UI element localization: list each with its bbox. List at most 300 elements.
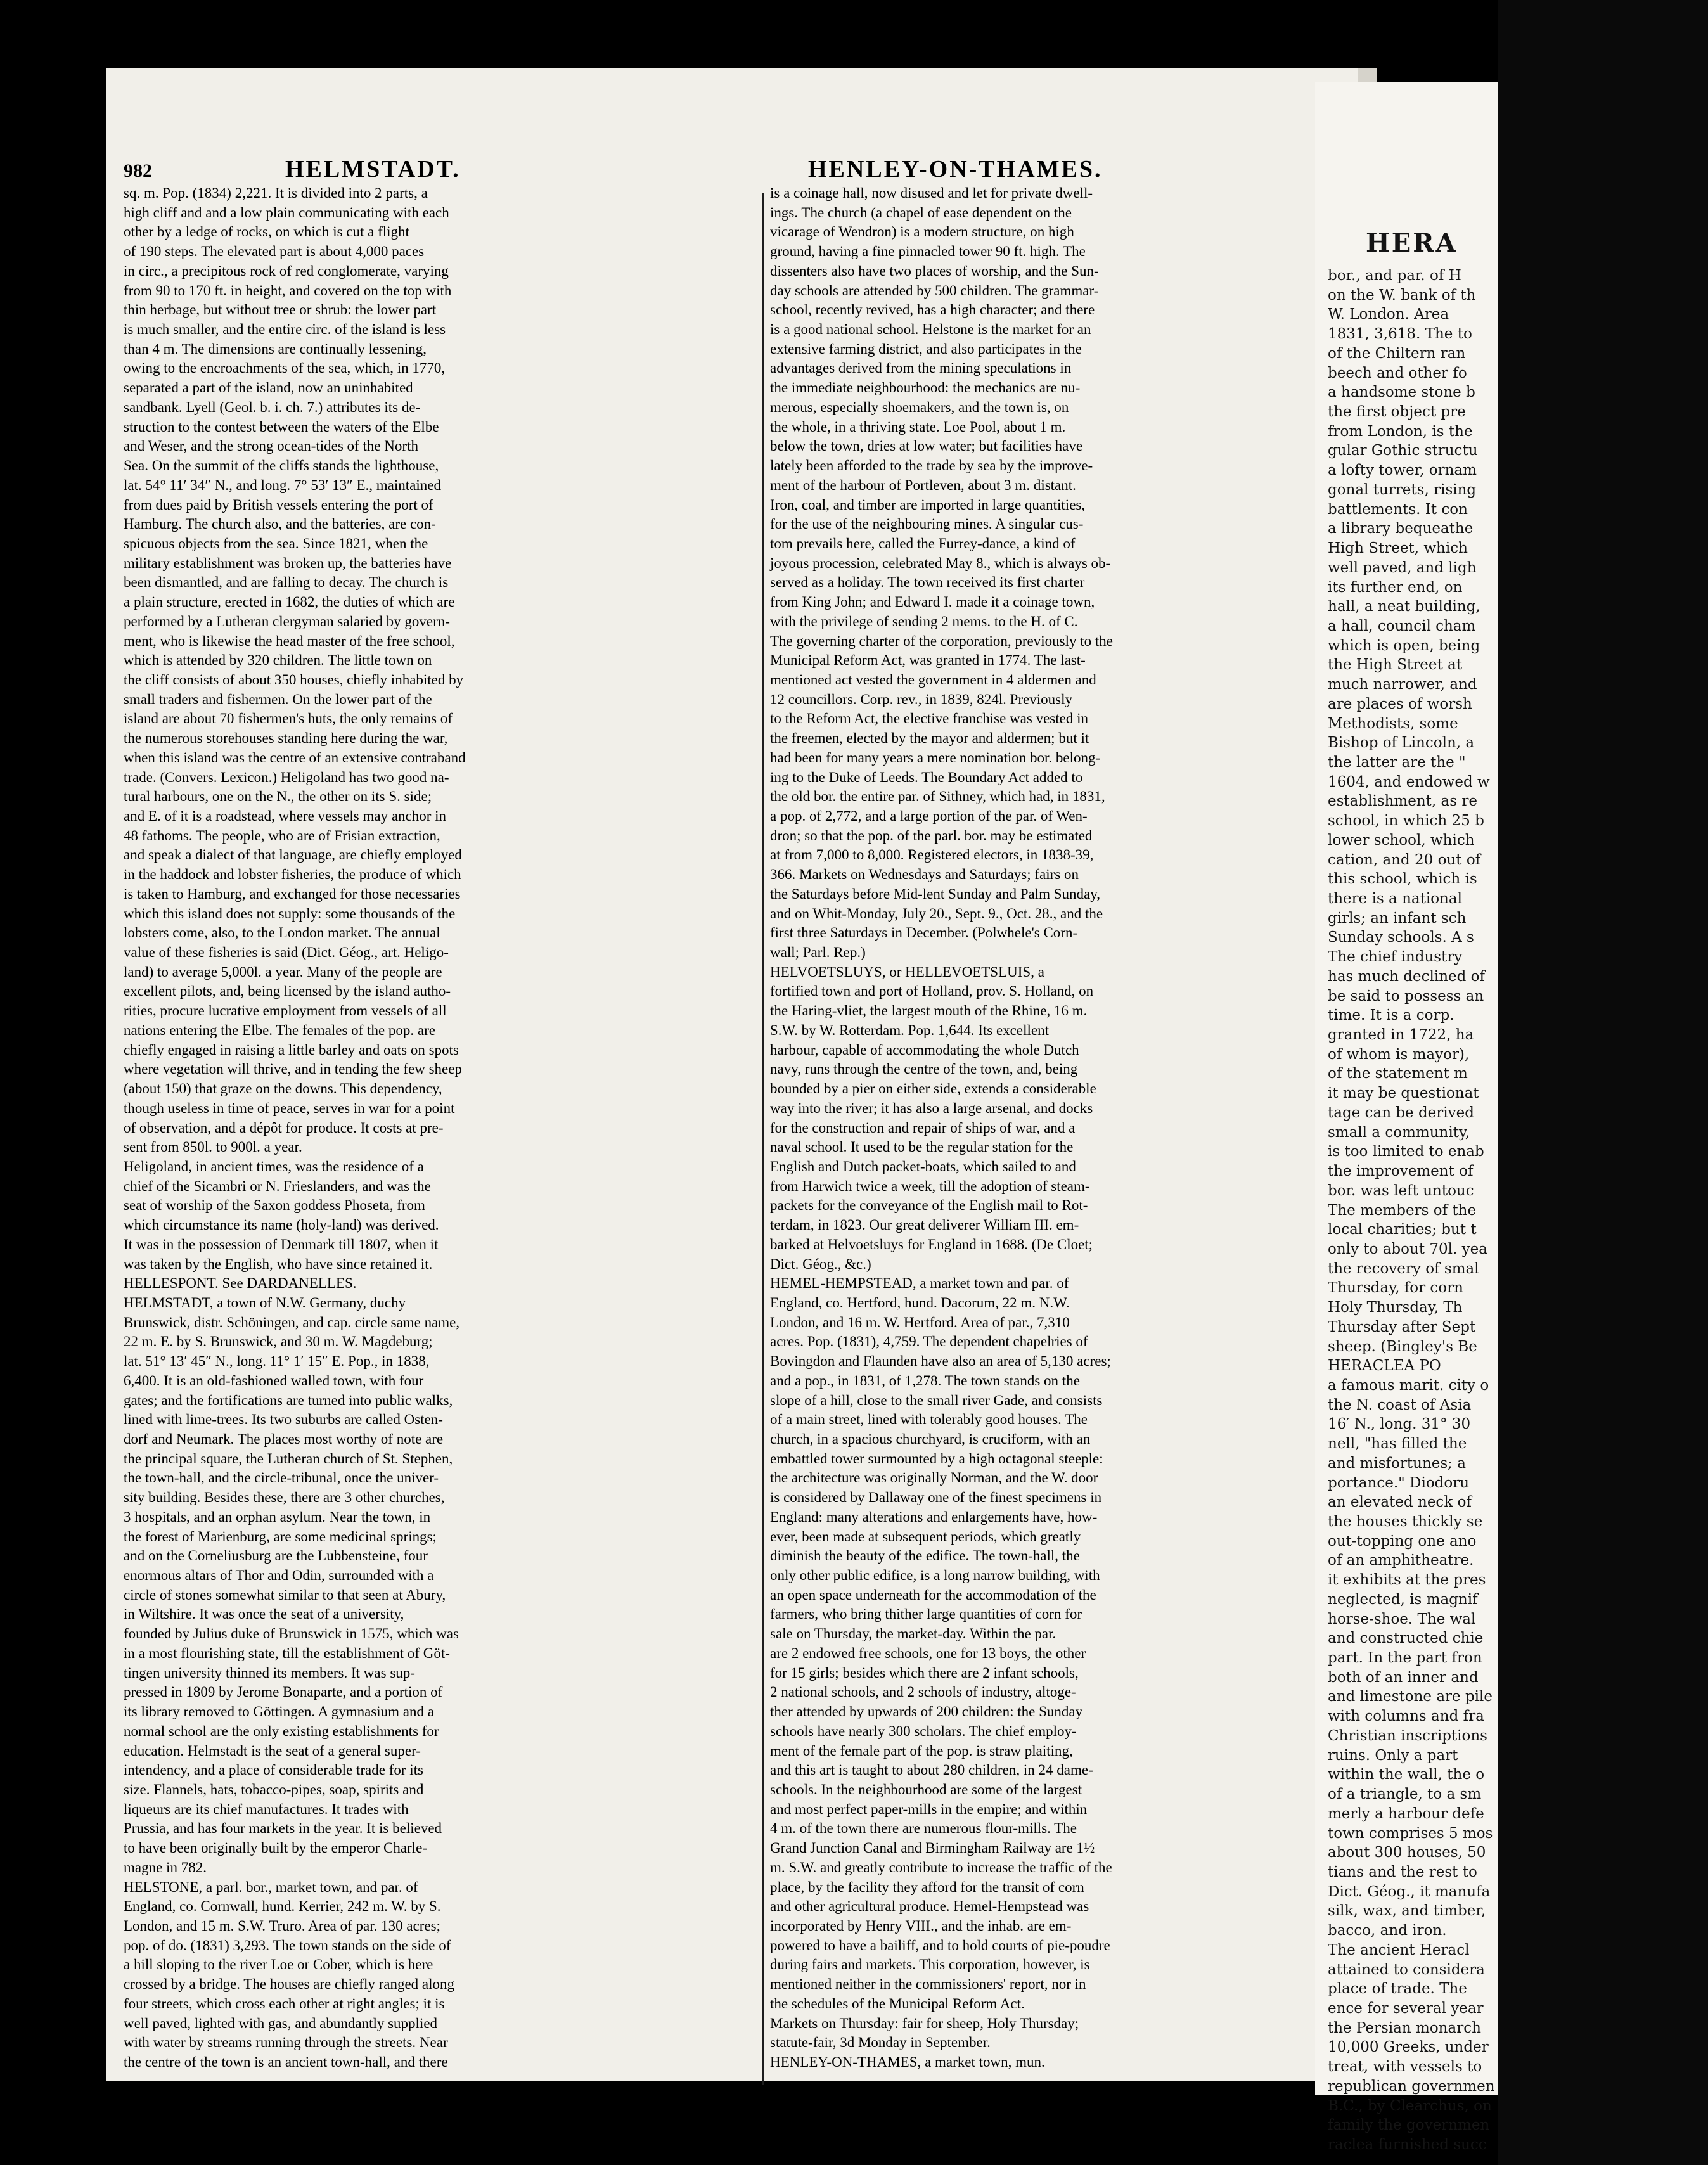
text-line: education. Helmstadt is the seat of a general super-: [124, 1742, 421, 1759]
facing-text-line: bor. was left untouc: [1328, 1182, 1474, 1199]
text-line: statute-fair, 3d Monday in September.: [770, 2034, 991, 2051]
text-line: 6,400. It is an old-fashioned walled town, with four: [124, 1372, 424, 1389]
facing-text-line: place of trade. The: [1328, 1981, 1467, 1998]
facing-text-line: nell, "has filled the: [1328, 1436, 1467, 1453]
text-line: chiefly engaged in raising a little barley and oats on spots: [124, 1041, 459, 1058]
text-line: way into the river; it has also a large arsenal, and docks: [770, 1100, 1093, 1116]
facing-text-line: Thursday, for corn: [1328, 1280, 1463, 1297]
text-line: mentioned neither in the commissioners' report, nor in: [770, 1976, 1086, 1993]
text-line: the centre of the town is an ancient town-hall, and there: [124, 2054, 448, 2070]
text-line: powered to have a bailiff, and to hold courts of pie-poudre: [770, 1937, 1110, 1953]
facing-text-line: within the wall, the o: [1328, 1766, 1485, 1783]
facing-text-line: Dict. Géog., it manufa: [1328, 1883, 1491, 1900]
text-line: gates; and the fortifications are turned into public walks,: [124, 1392, 453, 1408]
facing-text-line: and constructed chie: [1328, 1630, 1484, 1647]
text-line: London, and 16 m. W. Hertford. Area of par., 7,310: [770, 1314, 1070, 1330]
text-line: Hamburg. The church also, and the batteries, are con-: [124, 516, 436, 532]
facing-text-line: and limestone are pile: [1328, 1688, 1493, 1706]
text-line: lobsters come, also, to the London market. The annual: [124, 925, 440, 941]
text-line: in the haddock and lobster fisheries, the produce of which: [124, 866, 461, 883]
text-line: school, recently revived, has a high character; and there: [770, 302, 1095, 318]
text-line: from dues paid by British vessels entering the port of: [124, 496, 433, 513]
text-line: rities, procure lucrative employment from vessels of all: [124, 1003, 447, 1019]
facing-text-line: Holy Thursday, Th: [1328, 1299, 1463, 1316]
facing-text-line: Sunday schools. A s: [1328, 929, 1474, 946]
text-line: advantages derived from the mining speculations in: [770, 360, 1072, 376]
text-line: packets for the conveyance of the English mail to Rot-: [770, 1197, 1088, 1214]
facing-text-line: gular Gothic structu: [1328, 442, 1478, 459]
text-line: seat of worship of the Saxon goddess Phoseta, from: [124, 1197, 425, 1214]
text-line: circle of stones somewhat similar to that seen at Abury,: [124, 1586, 446, 1603]
text-line: schools have nearly 300 scholars. The chief employ-: [770, 1723, 1077, 1739]
text-line: and most perfect paper-mills in the empire; and within: [770, 1801, 1088, 1817]
facing-text-line: establishment, as re: [1328, 793, 1477, 810]
text-line: from Harwich twice a week, till the adoption of steam-: [770, 1178, 1090, 1194]
text-line: Grand Junction Canal and Birmingham Railway are 1½: [770, 1840, 1095, 1856]
text-line: is a coinage hall, now disused and let for private dwell-: [770, 185, 1093, 201]
text-line: sale on Thursday, the market-day. Within the par.: [770, 1626, 1056, 1642]
facing-text-line: out-topping one ano: [1328, 1532, 1477, 1550]
text-line: and on the Corneliusburg are the Lubbensteine, four: [124, 1548, 428, 1564]
facing-text-line: silk, wax, and timber,: [1328, 1903, 1486, 1920]
text-line: Dict. Géog., &c.): [770, 1256, 871, 1272]
facing-text-line: about 300 houses, 50: [1328, 1844, 1486, 1861]
facing-text-line: on the W. bank of th: [1328, 286, 1476, 304]
text-line: for the use of the neighbouring mines. A singular cus-: [770, 516, 1084, 532]
facing-text-line: a library bequeathe: [1328, 520, 1474, 537]
facing-text-line: 10,000 Greeks, under: [1328, 2039, 1489, 2056]
facing-page: [1315, 82, 1498, 2153]
text-line: to have been originally built by the emperor Charle-: [124, 1840, 428, 1856]
text-line: 48 fathoms. The people, who are of Frisian extraction,: [124, 827, 440, 844]
text-line: m. S.W. and greatly contribute to increase the traffic of the: [770, 1859, 1112, 1875]
facing-text-line: its further end, on: [1328, 579, 1463, 596]
text-line: with the privilege of sending 2 mems. to the H. of C.: [770, 613, 1078, 629]
text-line: an open space underneath for the accommodation of the: [770, 1586, 1096, 1603]
facing-text-line: well paved, and ligh: [1328, 559, 1477, 576]
text-line: sity building. Besides these, there are 3 other churches,: [124, 1489, 445, 1506]
text-line: vicarage of Wendron) is a modern structure, on high: [770, 224, 1074, 240]
facing-text-line: HERACLEA PO: [1328, 1358, 1441, 1375]
text-line: from 90 to 170 ft. in height, and covered on the top with: [124, 282, 452, 299]
facing-text-line: school, in which 25 b: [1328, 813, 1484, 830]
text-line: England, co. Hertford, hund. Dacorum, 22 m. N.W.: [770, 1294, 1070, 1311]
facing-text-line: hall, a neat building,: [1328, 598, 1480, 615]
text-line: and on Whit-Monday, July 20., Sept. 9., Oct. 28., and the: [770, 905, 1103, 922]
text-line: when this island was the centre of an extensive contraband: [124, 749, 466, 766]
text-line: naval school. It used to be the regular station for the: [770, 1139, 1074, 1155]
facing-text-line: it exhibits at the pres: [1328, 1572, 1486, 1589]
facing-text-line: lower school, which: [1328, 832, 1475, 849]
facing-text-line: and misfortunes; a: [1328, 1455, 1466, 1472]
text-line: was taken by the English, who have since retained it.: [124, 1256, 433, 1272]
facing-text-line: small a community,: [1328, 1124, 1470, 1141]
facing-text-line: a famous marit. city o: [1328, 1377, 1489, 1394]
facing-text-line: the houses thickly se: [1328, 1513, 1483, 1530]
text-line: military establishment was broken up, the batteries have: [124, 555, 452, 571]
text-line: and Weser, and the strong ocean-tides of the North: [124, 438, 418, 454]
text-line: at from 7,000 to 8,000. Registered electors, in 1838-39,: [770, 847, 1094, 863]
text-line: 3 hospitals, and an orphan asylum. Near the town, in: [124, 1508, 431, 1525]
facing-text-line: the N. coast of Asia: [1328, 1396, 1472, 1413]
text-line: It was in the possession of Denmark till 1807, when it: [124, 1236, 439, 1252]
text-line: value of these fisheries is said (Dict. Géog., art. Heligo-: [124, 944, 449, 961]
text-line: Municipal Reform Act, was granted in 1774. The last-: [770, 652, 1086, 669]
text-line: merous, especially shoemakers, and the town is, on: [770, 399, 1069, 415]
text-line: church, in a spacious churchyard, is cruciform, with an: [770, 1431, 1091, 1447]
text-line: to the Reform Act, the elective franchise was vested in: [770, 710, 1088, 727]
facing-text-line: Thursday after Sept: [1328, 1318, 1476, 1335]
text-line: extensive farming district, and also participates in the: [770, 340, 1082, 357]
text-line: struction to the contest between the waters of the Elbe: [124, 418, 439, 435]
text-line: The governing charter of the corporation, previously to the: [770, 633, 1113, 649]
text-line: of a main street, lined with tolerably good houses. The: [770, 1411, 1088, 1428]
text-line: HELVOETSLUYS, or HELLEVOETSLUIS, a: [770, 963, 1044, 980]
text-line: the Saturdays before Mid-lent Sunday and Palm Sunday,: [770, 885, 1101, 902]
text-line: ing to the Duke of Leeds. The Boundary Act added to: [770, 769, 1083, 785]
text-line: is taken to Hamburg, and exchanged for those necessaries: [124, 885, 461, 902]
text-line: ment, who is likewise the head master of the free school,: [124, 633, 455, 649]
text-line: tom prevails here, called the Furrey-dance, a kind of: [770, 535, 1076, 551]
text-line: the Haring-vliet, the largest mouth of the Rhine, 16 m.: [770, 1003, 1088, 1019]
text-line: wall; Parl. Rep.): [770, 944, 866, 961]
text-line: for the construction and repair of ships of war, and a: [770, 1119, 1076, 1136]
text-line: spicuous objects from the sea. Since 1821, when the: [124, 535, 428, 551]
text-line: the schedules of the Municipal Reform Act.: [770, 1995, 1025, 2012]
facing-text-line: tians and the rest to: [1328, 1863, 1477, 1880]
facing-text-line: be said to possess an: [1328, 987, 1484, 1005]
text-line: and other agricultural produce. Hemel-Hempstead was: [770, 1898, 1089, 1915]
text-line: is a good national school. Helstone is the market for an: [770, 321, 1091, 338]
text-line: performed by a Lutheran clergyman salaried by govern-: [124, 613, 450, 629]
text-line: navy, runs through the centre of the town, and, being: [770, 1061, 1078, 1077]
text-line: first three Saturdays in December. (Polwhele's Corn-: [770, 925, 1078, 941]
facing-text-line: from London, is the: [1328, 423, 1473, 440]
text-line: ever, been made at subsequent periods, which greatly: [770, 1528, 1081, 1545]
text-line: a plain structure, erected in 1682, the duties of which are: [124, 594, 455, 610]
facing-text-line: bacco, and iron.: [1328, 1922, 1447, 1939]
facing-text-line: ruins. Only a part: [1328, 1747, 1458, 1764]
facing-text-line: B.C., by Clearchus, on: [1328, 2097, 1492, 2114]
text-line: though useless in time of peace, serves in war for a point: [124, 1100, 455, 1116]
left-text-column: [124, 184, 757, 2072]
facing-text-line: of the Chiltern ran: [1328, 345, 1466, 362]
text-line: nations entering the Elbe. The females of the pop. are: [124, 1022, 435, 1038]
facing-page-text: [1328, 266, 1708, 2155]
text-line: excellent pilots, and, being licensed by the island autho-: [124, 983, 451, 999]
text-line: the architecture was originally Norman, and the W. door: [770, 1470, 1098, 1486]
text-line: lately been afforded to the trade by sea by the improve-: [770, 458, 1093, 474]
text-line: dissenters also have two places of worship, and the Sun-: [770, 262, 1099, 279]
text-line: dorf and Neumark. The places most worthy of note are: [124, 1431, 444, 1447]
text-line: a pop. of 2,772, and a large portion of the par. of Wen-: [770, 808, 1088, 824]
text-line: tural harbours, one on the N., the other on its S. side;: [124, 788, 432, 805]
text-line: are 2 endowed free schools, one for 13 boys, the other: [770, 1645, 1086, 1661]
text-line: a hill sloping to the river Loe or Cober, which is here: [124, 1956, 433, 1973]
facing-text-line: the recovery of smal: [1328, 1260, 1479, 1277]
facing-text-line: battlements. It con: [1328, 501, 1468, 518]
right-running-title: HENLEY-ON-THAMES.: [808, 156, 1103, 183]
text-line: small traders and fishermen. On the lower part of the: [124, 691, 432, 707]
text-line: incorporated by Henry VIII., and the inhab. are em-: [770, 1917, 1072, 1934]
text-line: joyous procession, celebrated May 8., which is always ob-: [770, 555, 1111, 571]
text-line: and a pop., in 1831, of 1,278. The town stands on the: [770, 1372, 1080, 1389]
text-line: size. Flannels, hats, tobacco-pipes, soap, spirits and: [124, 1781, 424, 1797]
text-line: S.W. by W. Rotterdam. Pop. 1,644. Its excellent: [770, 1022, 1049, 1038]
facing-text-line: the first object pre: [1328, 404, 1466, 421]
facing-text-line: The ancient Heracl: [1328, 1941, 1470, 1958]
facing-text-line: cation, and 20 out of: [1328, 851, 1481, 868]
facing-text-line: it may be questionat: [1328, 1085, 1479, 1102]
text-line: land) to average 5,000l. a year. Many of the people are: [124, 963, 442, 980]
text-line: 12 councillors. Corp. rev., in 1839, 824l. Previously: [770, 691, 1072, 707]
text-line: its library removed to Göttingen. A gymnasium and a: [124, 1704, 434, 1720]
text-line: is considered by Dallaway one of the finest specimens in: [770, 1489, 1102, 1506]
facing-text-line: the High Street at: [1328, 657, 1462, 674]
text-line: English and Dutch packet-boats, which sailed to and: [770, 1158, 1076, 1174]
text-line: magne in 782.: [124, 1859, 207, 1875]
text-line: served as a holiday. The town received its first charter: [770, 574, 1085, 591]
text-line: which circumstance its name (holy-land) was derived.: [124, 1217, 439, 1233]
text-line: mentioned act vested the government in 4 aldermen and: [770, 671, 1096, 688]
text-line: enormous altars of Thor and Odin, surrounded with a: [124, 1567, 434, 1584]
text-line: during fairs and markets. This corporation, however, is: [770, 1956, 1090, 1973]
text-line: been dismantled, and are falling to decay. The church is: [124, 574, 449, 591]
facing-text-line: family the governmen: [1328, 2117, 1490, 2134]
facing-page-header: HERA: [1366, 228, 1458, 258]
text-line: in a most flourishing state, till the establishment of Göt-: [124, 1645, 450, 1661]
text-line: from King John; and Edward I. made it a coinage town,: [770, 594, 1095, 610]
facing-text-line: granted in 1722, ha: [1328, 1027, 1474, 1044]
facing-text-line: neglected, is magnif: [1328, 1591, 1478, 1608]
text-line: Heligoland, in ancient times, was the residence of a: [124, 1158, 424, 1174]
text-line: acres. Pop. (1831), 4,759. The dependent chapelries of: [770, 1333, 1088, 1350]
text-line: with water by streams running through the streets. Near: [124, 2034, 448, 2051]
text-line: Iron, coal, and timber are imported in large quantities,: [770, 496, 1086, 513]
facing-text-line: has much declined of: [1328, 968, 1486, 985]
text-line: HELLESPONT. See DARDANELLES.: [124, 1275, 357, 1292]
facing-text-line: ence for several year: [1328, 2000, 1484, 2017]
facing-text-line: time. It is a corp.: [1328, 1007, 1454, 1024]
text-line: the numerous storehouses standing here during the war,: [124, 730, 448, 747]
facing-text-line: 16′ N., long. 31° 30: [1328, 1416, 1471, 1433]
text-line: trade. (Convers. Lexicon.) Heligoland has two good na-: [124, 769, 449, 785]
text-line: the freemen, elected by the mayor and aldermen; but it: [770, 730, 1089, 747]
text-line: ground, having a fine pinnacled tower 90 ft. high. The: [770, 243, 1086, 260]
text-line: the whole, in a thriving state. Loe Pool, about 1 m.: [770, 418, 1066, 435]
text-line: the forest of Marienburg, are some medicinal springs;: [124, 1528, 437, 1545]
text-line: England, co. Cornwall, hund. Kerrier, 242 m. W. by S.: [124, 1898, 441, 1915]
facing-text-line: of an amphitheatre.: [1328, 1552, 1474, 1569]
left-running-title: HELMSTADT.: [285, 156, 461, 183]
text-line: Prussia, and has four markets in the year. It is believed: [124, 1820, 442, 1837]
facing-text-line: Christian inscriptions: [1328, 1727, 1487, 1744]
facing-text-line: are places of worsh: [1328, 695, 1472, 712]
facing-text-line: girls; an infant sch: [1328, 909, 1467, 927]
text-line: fortified town and port of Holland, prov. S. Holland, on: [770, 983, 1094, 999]
facing-text-line: of a triangle, to a sm: [1328, 1786, 1482, 1803]
text-line: sandbank. Lyell (Geol. b. i. ch. 7.) attributes its de-: [124, 399, 421, 415]
text-line: intendency, and a place of considerable trade for its: [124, 1762, 423, 1778]
facing-text-line: with columns and fra: [1328, 1708, 1484, 1725]
text-line: is much smaller, and the entire circ. of the island is less: [124, 321, 446, 338]
facing-text-line: tage can be derived: [1328, 1104, 1474, 1121]
facing-text-line: The chief industry: [1328, 949, 1463, 966]
facing-text-line: of whom is mayor),: [1328, 1046, 1470, 1063]
text-line: 366. Markets on Wednesdays and Saturdays; fairs on: [770, 866, 1079, 883]
text-line: island are about 70 fishermen's huts, the only remains of: [124, 710, 453, 727]
text-line: 2 national schools, and 2 schools of industry, altoge-: [770, 1684, 1076, 1700]
facing-text-line: which is open, being: [1328, 637, 1480, 654]
text-line: high cliff and and a low plain communicating with each: [124, 204, 449, 221]
text-line: the principal square, the Lutheran church of St. Stephen,: [124, 1450, 453, 1467]
facing-text-line: Methodists, some: [1328, 715, 1458, 732]
facing-text-line: a lofty tower, ornam: [1328, 462, 1477, 479]
text-line: 4 m. of the town there are numerous flour-mills. The: [770, 1820, 1077, 1837]
right-text-column: [770, 184, 1264, 2072]
text-line: ment of the female part of the pop. is straw plaiting,: [770, 1742, 1073, 1759]
text-line: ment of the harbour of Portleven, about 3 m. distant.: [770, 477, 1076, 493]
facing-text-line: the Persian monarch: [1328, 2019, 1481, 2036]
page-number: 982: [124, 160, 152, 181]
text-line: ings. The church (a chapel of ease dependent on the: [770, 204, 1072, 221]
text-line: (about 150) that graze on the downs. This dependency,: [124, 1081, 442, 1097]
text-line: lat. 51° 13′ 45″ N., long. 11° 1′ 15″ E. Pop., in 1838,: [124, 1353, 430, 1370]
text-line: embattled tower surmounted by a high octagonal steeple:: [770, 1450, 1103, 1467]
facing-text-line: W. London. Area: [1328, 306, 1449, 323]
text-line: diminish the beauty of the edifice. The town-hall, the: [770, 1548, 1080, 1564]
facing-text-line: High Street, which: [1328, 540, 1468, 557]
facing-text-line: Bishop of Lincoln, a: [1328, 735, 1475, 752]
facing-text-line: gonal turrets, rising: [1328, 481, 1477, 498]
text-line: in circ., a precipitous rock of red conglomerate, varying: [124, 262, 449, 279]
text-line: of observation, and a dépôt for produce. It costs at pre-: [124, 1119, 444, 1136]
text-line: in Wiltshire. It was once the seat of a university,: [124, 1606, 404, 1622]
text-line: four streets, which cross each other at right angles; it is: [124, 1995, 445, 2012]
text-line: where vegetation will thrive, and in tending the few sheep: [124, 1061, 462, 1077]
text-line: than 4 m. The dimensions are continually lessening,: [124, 340, 427, 357]
facing-text-line: local charities; but t: [1328, 1221, 1477, 1238]
text-line: and E. of it is a roadstead, where vessels may anchor in: [124, 808, 447, 824]
facing-text-line: attained to considera: [1328, 1961, 1485, 1978]
facing-text-line: horse-shoe. The wal: [1328, 1610, 1476, 1628]
text-line: only other public edifice, is a long narrow building, with: [770, 1567, 1100, 1584]
facing-text-line: a hall, council cham: [1328, 617, 1476, 634]
text-line: ther attended by upwards of 200 children: the Sunday: [770, 1704, 1083, 1720]
text-line: bounded by a pier on either side, extends a considerable: [770, 1081, 1096, 1097]
text-line: and speak a dialect of that language, are chiefly employed: [124, 847, 462, 863]
facing-text-line: merly a harbour defe: [1328, 1805, 1484, 1822]
text-line: slope of a hill, close to the small river Gade, and consists: [770, 1392, 1103, 1408]
text-line: the cliff consists of about 350 houses, chiefly inhabited by: [124, 671, 464, 688]
facing-text-line: treat, with vessels to: [1328, 2059, 1482, 2076]
text-line: HELMSTADT, a town of N.W. Germany, duchy: [124, 1294, 406, 1311]
text-line: tingen university thinned its members. It was sup-: [124, 1664, 415, 1681]
text-line: HELSTONE, a parl. bor., market town, and par. of: [124, 1879, 418, 1895]
facing-text-line: beech and other fo: [1328, 364, 1467, 382]
text-line: the immediate neighbourhood: the mechanics are nu-: [770, 380, 1081, 396]
facing-text-line: 1831, 3,618. The to: [1328, 326, 1472, 343]
facing-text-line: portance." Diodoru: [1328, 1474, 1470, 1491]
facing-text-line: is too limited to enab: [1328, 1143, 1484, 1160]
text-line: well paved, lighted with gas, and abundantly supplied: [124, 2015, 438, 2031]
text-line: sent from 850l. to 900l. a year.: [124, 1139, 302, 1155]
text-line: which this island does not supply: some thousands of the: [124, 905, 456, 922]
text-line: normal school are the only existing establishments for: [124, 1723, 439, 1739]
facing-text-line: the improvement of: [1328, 1163, 1474, 1180]
text-line: lined with lime-trees. Its two suburbs are called Osten-: [124, 1411, 443, 1428]
text-line: liqueurs are its chief manufactures. It trades with: [124, 1801, 409, 1817]
text-line: day schools are attended by 500 children. The grammar-: [770, 282, 1099, 299]
facing-text-line: both of an inner and: [1328, 1669, 1479, 1686]
text-line: farmers, who bring thither large quantities of corn for: [770, 1606, 1082, 1622]
text-line: other by a ledge of rocks, on which is cut a flight: [124, 224, 409, 240]
text-line: lat. 54° 11′ 34″ N., and long. 7° 53′ 13″ E., maintained: [124, 477, 441, 493]
facing-text-line: only to about 70l. yea: [1328, 1240, 1487, 1257]
facing-text-line: raclea furnished succ: [1328, 2136, 1487, 2153]
text-line: terdam, in 1823. Our great deliverer William III. em-: [770, 1217, 1079, 1233]
column-divider: [762, 193, 764, 2085]
facing-text-line: much narrower, and: [1328, 676, 1477, 693]
text-line: London, and 15 m. S.W. Truro. Area of par. 130 acres;: [124, 1917, 440, 1934]
text-line: founded by Julius duke of Brunswick in 1575, which was: [124, 1626, 459, 1642]
facing-text-line: this school, which is: [1328, 871, 1477, 888]
text-line: separated a part of the island, now an uninhabited: [124, 380, 413, 396]
facing-text-line: 1604, and endowed w: [1328, 773, 1490, 790]
facing-text-line: bor., and par. of H: [1328, 267, 1461, 284]
text-line: barked at Helvoetsluys for England in 1688. (De Cloet;: [770, 1236, 1093, 1252]
text-line: for 15 girls; besides which there are 2 infant schools,: [770, 1664, 1079, 1681]
text-line: England: many alterations and enlargements have, how-: [770, 1508, 1098, 1525]
facing-text-line: The members of the: [1328, 1202, 1477, 1219]
facing-text-line: the latter are the ": [1328, 754, 1466, 771]
facing-text-line: town comprises 5 mos: [1328, 1825, 1493, 1842]
text-line: owing to the encroachments of the sea, which, in 1770,: [124, 360, 446, 376]
facing-text-line: part. In the part fron: [1328, 1650, 1482, 1667]
text-line: chief of the Sicambri or N. Frieslanders, and was the: [124, 1178, 431, 1194]
text-line: had been for many years a mere nomination bor. belong-: [770, 749, 1101, 766]
text-line: dron; so that the pop. of the parl. bor. may be estimated: [770, 827, 1093, 844]
text-line: which is attended by 320 children. The little town on: [124, 652, 432, 669]
text-line: 22 m. E. by S. Brunswick, and 30 m. W. Magdeburg;: [124, 1333, 433, 1350]
text-line: schools. In the neighbourhood are some of the largest: [770, 1781, 1082, 1797]
text-line: and this art is taught to about 280 children, in 24 dame-: [770, 1762, 1093, 1778]
text-line: thin herbage, but without tree or shrub: the lower part: [124, 302, 437, 318]
text-line: Sea. On the summit of the cliffs stands the lighthouse,: [124, 458, 439, 474]
text-line: Markets on Thursday: fair for sheep, Holy Thursday;: [770, 2015, 1079, 2031]
text-line: place, by the facility they afford for the transit of corn: [770, 1879, 1084, 1895]
text-line: of 190 steps. The elevated part is about 4,000 paces: [124, 243, 425, 260]
text-line: pop. of do. (1831) 3,293. The town stands on the side of: [124, 1937, 451, 1953]
text-line: the old bor. the entire par. of Sithney, which had, in 1831,: [770, 788, 1105, 805]
text-line: the town-hall, and the circle-tribunal, once the univer-: [124, 1470, 439, 1486]
facing-text-line: republican governmen: [1328, 2078, 1495, 2095]
text-line: pressed in 1809 by Jerome Bonaparte, and a portion of: [124, 1684, 443, 1700]
text-line: Brunswick, distr. Schöningen, and cap. circle same name,: [124, 1314, 460, 1330]
facing-text-line: sheep. (Bingley's Be: [1328, 1338, 1477, 1355]
text-line: crossed by a bridge. The houses are chiefly ranged along: [124, 1976, 455, 1993]
text-line: HEMEL-HEMPSTEAD, a market town and par. of: [770, 1275, 1069, 1292]
text-line: Bovingdon and Flaunden have also an area of 5,130 acres;: [770, 1353, 1111, 1370]
text-line: harbour, capable of accommodating the whole Dutch: [770, 1041, 1079, 1058]
text-line: sq. m. Pop. (1834) 2,221. It is divided into 2 parts, a: [124, 185, 428, 201]
text-line: below the town, dries at low water; but facilities have: [770, 438, 1083, 454]
facing-text-line: there is a national: [1328, 890, 1462, 907]
facing-text-line: an elevated neck of: [1328, 1494, 1472, 1511]
text-line: HENLEY-ON-THAMES, a market town, mun.: [770, 2054, 1045, 2070]
facing-text-line: of the statement m: [1328, 1065, 1468, 1082]
facing-text-line: a handsome stone b: [1328, 384, 1475, 401]
